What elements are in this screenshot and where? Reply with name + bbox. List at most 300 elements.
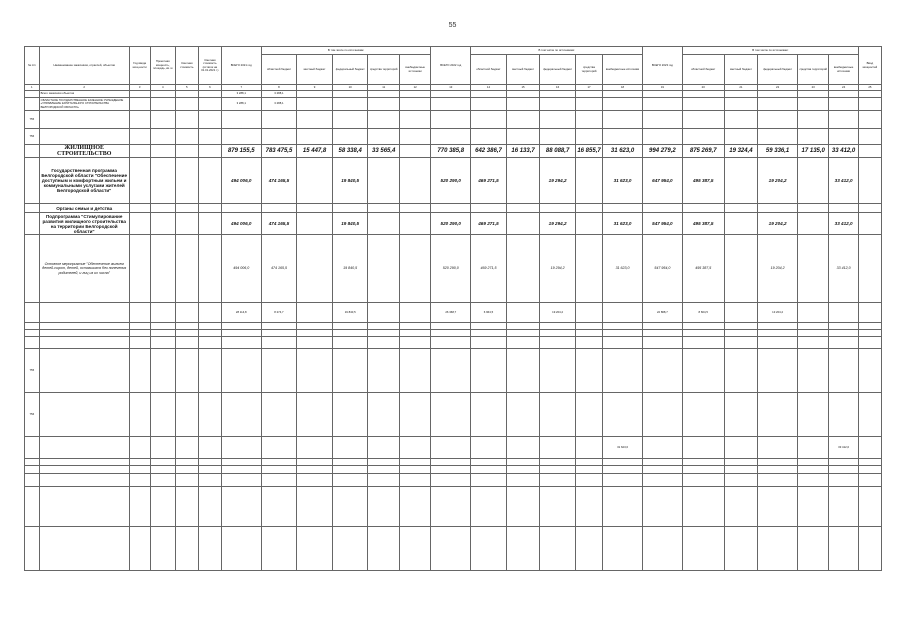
row-name-cell: Органы семьи и детства — [39, 204, 129, 213]
value-cell — [758, 337, 798, 349]
header-src: местный бюджет — [297, 55, 333, 85]
column-number-cell: 18 — [603, 85, 643, 91]
value-cell — [368, 437, 399, 459]
value-cell — [261, 129, 297, 145]
value-cell — [129, 213, 150, 235]
row-name-cell — [39, 349, 129, 393]
column-number-cell: 1 — [25, 85, 40, 91]
value-cell — [261, 474, 297, 487]
table-row — [25, 158, 882, 204]
value-cell — [758, 393, 798, 437]
value-cell — [198, 466, 221, 474]
value-cell — [829, 91, 858, 98]
value-cell — [150, 323, 175, 330]
value-cell — [198, 437, 221, 459]
value-cell — [858, 323, 881, 330]
value-cell — [797, 459, 828, 466]
value-cell — [297, 466, 333, 474]
value-cell — [858, 158, 881, 204]
value-cell — [150, 91, 175, 98]
value-cell — [368, 487, 399, 527]
value-cell — [471, 98, 507, 111]
value-cell — [175, 213, 198, 235]
value-cell — [724, 349, 758, 393]
value-cell — [603, 129, 643, 145]
value-cell — [399, 527, 430, 571]
value-cell — [221, 393, 261, 437]
value-cell — [506, 303, 540, 323]
value-cell — [642, 487, 682, 527]
value-cell — [471, 330, 507, 337]
value-cell: 16 133,7 — [506, 145, 540, 158]
table-row — [25, 323, 882, 330]
table-row — [25, 303, 882, 323]
value-cell — [221, 466, 261, 474]
value-cell — [829, 204, 858, 213]
value-cell — [758, 91, 798, 98]
page-number: 55 — [448, 22, 457, 29]
value-cell — [471, 204, 507, 213]
header-total-2021: ВСЕГО 2021 год — [221, 47, 261, 85]
header-src: средства территорий — [575, 55, 602, 85]
value-cell — [198, 330, 221, 337]
value-cell — [399, 437, 430, 459]
value-cell — [724, 527, 758, 571]
value-cell — [575, 474, 602, 487]
row-name-cell — [39, 337, 129, 349]
value-cell — [198, 145, 221, 158]
value-cell — [175, 204, 198, 213]
value-cell — [758, 437, 798, 459]
value-cell — [150, 349, 175, 393]
value-cell: 31 623,0 — [603, 437, 643, 459]
value-cell — [368, 337, 399, 349]
value-cell — [399, 204, 430, 213]
value-cell — [175, 330, 198, 337]
value-cell — [332, 91, 368, 98]
value-cell: 26 368,7 — [431, 303, 471, 323]
value-cell — [797, 330, 828, 337]
value-cell — [858, 459, 881, 466]
value-cell — [506, 474, 540, 487]
value-cell — [603, 349, 643, 393]
value-cell — [175, 349, 198, 393]
value-cell — [682, 111, 724, 129]
value-cell — [297, 213, 333, 235]
value-cell — [724, 393, 758, 437]
value-cell — [724, 487, 758, 527]
value-cell — [297, 158, 333, 204]
value-cell — [399, 129, 430, 145]
column-number-cell: 9 — [297, 85, 333, 91]
value-cell: 520 290,0 — [431, 158, 471, 204]
value-cell: 19 840,5 — [332, 213, 368, 235]
value-cell — [399, 474, 430, 487]
value-cell — [198, 91, 221, 98]
header-name: Наименование заказчиков, отраслей, объектов — [39, 47, 129, 85]
value-cell — [471, 323, 507, 330]
value-cell — [642, 349, 682, 393]
value-cell — [261, 337, 297, 349]
value-cell — [682, 323, 724, 330]
value-cell — [297, 393, 333, 437]
value-cell: 33 412,0 — [829, 437, 858, 459]
header-src: внебюджетные источники — [399, 55, 430, 85]
value-cell — [506, 98, 540, 111]
value-cell — [198, 487, 221, 527]
value-cell: 31 623,0 — [603, 213, 643, 235]
value-cell: 783 475,5 — [261, 145, 297, 158]
value-cell — [368, 158, 399, 204]
value-cell — [332, 204, 368, 213]
value-cell — [129, 330, 150, 337]
value-cell — [724, 330, 758, 337]
value-cell — [198, 527, 221, 571]
value-cell — [858, 235, 881, 303]
value-cell — [724, 337, 758, 349]
value-cell — [471, 337, 507, 349]
column-number-cell: 24 — [829, 85, 858, 91]
value-cell — [175, 98, 198, 111]
value-cell — [540, 323, 576, 330]
value-cell — [471, 487, 507, 527]
value-cell — [758, 204, 798, 213]
value-cell — [332, 330, 368, 337]
value-cell — [858, 527, 881, 571]
value-cell — [221, 129, 261, 145]
value-cell — [368, 204, 399, 213]
value-cell — [603, 474, 643, 487]
value-cell — [221, 323, 261, 330]
column-number-cell: 10 — [332, 85, 368, 91]
value-cell — [682, 129, 724, 145]
value-cell: 3 288,1 — [221, 91, 261, 98]
row-number-cell — [25, 337, 40, 349]
value-cell — [399, 158, 430, 204]
table-row — [25, 393, 882, 437]
value-cell — [724, 437, 758, 459]
value-cell — [399, 330, 430, 337]
value-cell: 58 338,4 — [332, 145, 368, 158]
value-cell — [506, 235, 540, 303]
header-row-1 — [25, 47, 882, 55]
value-cell — [368, 111, 399, 129]
value-cell — [682, 527, 724, 571]
value-cell — [150, 437, 175, 459]
value-cell — [431, 466, 471, 474]
value-cell: 59 336,1 — [758, 145, 798, 158]
value-cell: 33 412,0 — [829, 213, 858, 235]
value-cell — [297, 330, 333, 337]
value-cell — [175, 235, 198, 303]
value-cell — [198, 474, 221, 487]
value-cell — [724, 111, 758, 129]
value-cell — [682, 337, 724, 349]
value-cell: 994 279,2 — [642, 145, 682, 158]
value-cell — [431, 437, 471, 459]
column-number-cell: 22 — [758, 85, 798, 91]
column-number-cell: 23 — [797, 85, 828, 91]
value-cell — [198, 459, 221, 466]
value-cell — [575, 213, 602, 235]
value-cell — [642, 337, 682, 349]
value-cell: 19 294,2 — [540, 158, 576, 204]
value-cell — [797, 111, 828, 129]
value-cell — [175, 91, 198, 98]
value-cell — [368, 330, 399, 337]
value-cell — [175, 474, 198, 487]
value-cell — [858, 98, 881, 111]
value-cell — [829, 337, 858, 349]
value-cell — [758, 129, 798, 145]
value-cell — [540, 393, 576, 437]
value-cell — [642, 393, 682, 437]
header-group-2023: В том числе по источникам: — [682, 47, 858, 55]
column-number-cell: 12 — [399, 85, 430, 91]
table-row — [25, 98, 882, 111]
value-cell — [858, 145, 881, 158]
value-cell — [506, 204, 540, 213]
value-cell — [642, 111, 682, 129]
value-cell — [575, 487, 602, 527]
value-cell — [332, 393, 368, 437]
value-cell — [858, 213, 881, 235]
value-cell — [603, 337, 643, 349]
value-cell — [129, 437, 150, 459]
header-src: федеральный бюджет — [332, 55, 368, 85]
value-cell — [175, 459, 198, 466]
value-cell — [540, 474, 576, 487]
value-cell — [642, 437, 682, 459]
column-number-cell: 5 — [175, 85, 198, 91]
value-cell — [603, 303, 643, 323]
value-cell — [797, 466, 828, 474]
value-cell — [603, 111, 643, 129]
value-cell — [150, 129, 175, 145]
value-cell — [261, 349, 297, 393]
value-cell — [603, 459, 643, 466]
column-number-cell: 15 — [506, 85, 540, 91]
row-number-cell — [25, 158, 40, 204]
row-name-cell — [39, 459, 129, 466]
value-cell — [129, 129, 150, 145]
value-cell — [332, 323, 368, 330]
value-cell — [682, 330, 724, 337]
value-cell — [540, 337, 576, 349]
value-cell — [221, 330, 261, 337]
row-number-cell: 756 — [25, 129, 40, 145]
value-cell — [471, 466, 507, 474]
value-cell — [797, 437, 828, 459]
row-name-cell: Государственная программа Белгородской области "Обеспечение доступным и комфортным жильем и коммунальными услугами жителей Белгородской области" — [39, 158, 129, 204]
value-cell — [724, 235, 758, 303]
value-cell — [797, 349, 828, 393]
value-cell — [540, 91, 576, 98]
value-cell: 770 385,8 — [431, 145, 471, 158]
row-number-cell — [25, 527, 40, 571]
value-cell — [221, 204, 261, 213]
value-cell — [431, 98, 471, 111]
value-cell — [368, 474, 399, 487]
value-cell — [471, 393, 507, 437]
value-cell — [724, 466, 758, 474]
value-cell — [642, 527, 682, 571]
value-cell — [150, 393, 175, 437]
value-cell: 19 204,2 — [758, 235, 798, 303]
value-cell — [175, 111, 198, 129]
table-row — [25, 111, 882, 129]
value-cell — [858, 330, 881, 337]
row-name-cell — [39, 129, 129, 145]
value-cell — [797, 527, 828, 571]
row-name-cell: ОБЛАСТНОЕ ГОСУДАРСТВЕННОЕ КАЗЕННОЕ УЧРЕЖДЕНИЕ «УПРАВЛЕНИЕ КАПИТАЛЬНОГО СТРОИТЕЛЬСТВА БЕЛГОРОДСКОЙ ОБЛАСТИ» — [39, 98, 129, 111]
value-cell — [150, 337, 175, 349]
row-number-cell: 755 — [25, 111, 40, 129]
value-cell — [829, 111, 858, 129]
table-row — [25, 337, 882, 349]
value-cell — [829, 129, 858, 145]
value-cell — [150, 330, 175, 337]
header-src: областной бюджет — [682, 55, 724, 85]
value-cell — [175, 487, 198, 527]
value-cell — [829, 323, 858, 330]
value-cell — [642, 204, 682, 213]
value-cell — [129, 323, 150, 330]
value-cell: 28 114,8 — [221, 303, 261, 323]
value-cell — [575, 235, 602, 303]
value-cell — [399, 337, 430, 349]
value-cell — [506, 487, 540, 527]
row-number-cell — [25, 323, 40, 330]
value-cell — [575, 466, 602, 474]
column-number-cell: 17 — [575, 85, 602, 91]
value-cell — [575, 337, 602, 349]
value-cell — [150, 303, 175, 323]
value-cell — [399, 303, 430, 323]
row-number-cell — [25, 235, 40, 303]
value-cell — [506, 466, 540, 474]
row-number-cell — [25, 91, 40, 98]
value-cell — [724, 303, 758, 323]
value-cell — [431, 337, 471, 349]
column-number-cell: 8 — [261, 85, 297, 91]
value-cell — [129, 98, 150, 111]
value-cell: 875 269,7 — [682, 145, 724, 158]
value-cell — [399, 213, 430, 235]
value-cell — [858, 303, 881, 323]
value-cell — [540, 349, 576, 393]
value-cell — [399, 487, 430, 527]
value-cell — [724, 98, 758, 111]
value-cell — [603, 487, 643, 527]
value-cell — [724, 204, 758, 213]
table-row — [25, 487, 882, 527]
value-cell — [332, 474, 368, 487]
row-number-cell — [25, 474, 40, 487]
value-cell — [603, 466, 643, 474]
value-cell — [150, 204, 175, 213]
value-cell: 19 204,2 — [758, 158, 798, 204]
header-capacity: Проектная мощность, площадь, кв. м — [150, 47, 175, 85]
value-cell — [540, 204, 576, 213]
row-name-cell — [39, 487, 129, 527]
value-cell — [797, 393, 828, 437]
value-cell — [221, 527, 261, 571]
value-cell — [297, 437, 333, 459]
value-cell — [829, 303, 858, 323]
value-cell — [471, 527, 507, 571]
value-cell — [150, 235, 175, 303]
value-cell — [399, 91, 430, 98]
value-cell: 495 387,5 — [682, 213, 724, 235]
value-cell: 474 165,5 — [261, 235, 297, 303]
value-cell: 16 855,7 — [575, 145, 602, 158]
value-cell — [431, 527, 471, 571]
value-cell — [797, 158, 828, 204]
value-cell — [506, 459, 540, 466]
value-cell — [540, 466, 576, 474]
header-src: областной бюджет — [471, 55, 507, 85]
value-cell — [858, 437, 881, 459]
value-cell — [198, 98, 221, 111]
header-year: Год ввода мощ-ности — [129, 47, 150, 85]
value-cell — [399, 145, 430, 158]
value-cell — [797, 235, 828, 303]
value-cell — [431, 330, 471, 337]
value-cell — [797, 337, 828, 349]
value-cell — [129, 91, 150, 98]
value-cell — [198, 204, 221, 213]
value-cell — [129, 474, 150, 487]
value-cell — [575, 91, 602, 98]
table-row — [25, 330, 882, 337]
value-cell — [540, 487, 576, 527]
value-cell — [175, 158, 198, 204]
column-number-cell: 2 — [39, 85, 129, 91]
value-cell — [431, 487, 471, 527]
value-cell — [198, 337, 221, 349]
value-cell — [829, 466, 858, 474]
value-cell — [175, 466, 198, 474]
value-cell — [221, 487, 261, 527]
value-cell — [797, 474, 828, 487]
value-cell — [368, 129, 399, 145]
table-row — [25, 145, 882, 158]
value-cell — [368, 527, 399, 571]
value-cell — [603, 393, 643, 437]
value-cell — [575, 349, 602, 393]
value-cell: 13 204,2 — [758, 303, 798, 323]
row-number-cell — [25, 98, 40, 111]
value-cell — [297, 337, 333, 349]
investment-program-table — [24, 46, 882, 571]
column-number-cell: 25 — [858, 85, 881, 91]
value-cell — [603, 91, 643, 98]
column-number-cell: 6 — [198, 85, 221, 91]
value-cell: 19 204,2 — [758, 213, 798, 235]
value-cell — [332, 437, 368, 459]
table-row — [25, 235, 882, 303]
value-cell — [724, 459, 758, 466]
value-cell — [682, 466, 724, 474]
value-cell — [221, 459, 261, 466]
value-cell — [858, 129, 881, 145]
value-cell — [297, 204, 333, 213]
value-cell — [642, 91, 682, 98]
value-cell — [198, 349, 221, 393]
value-cell — [540, 111, 576, 129]
value-cell — [198, 323, 221, 330]
